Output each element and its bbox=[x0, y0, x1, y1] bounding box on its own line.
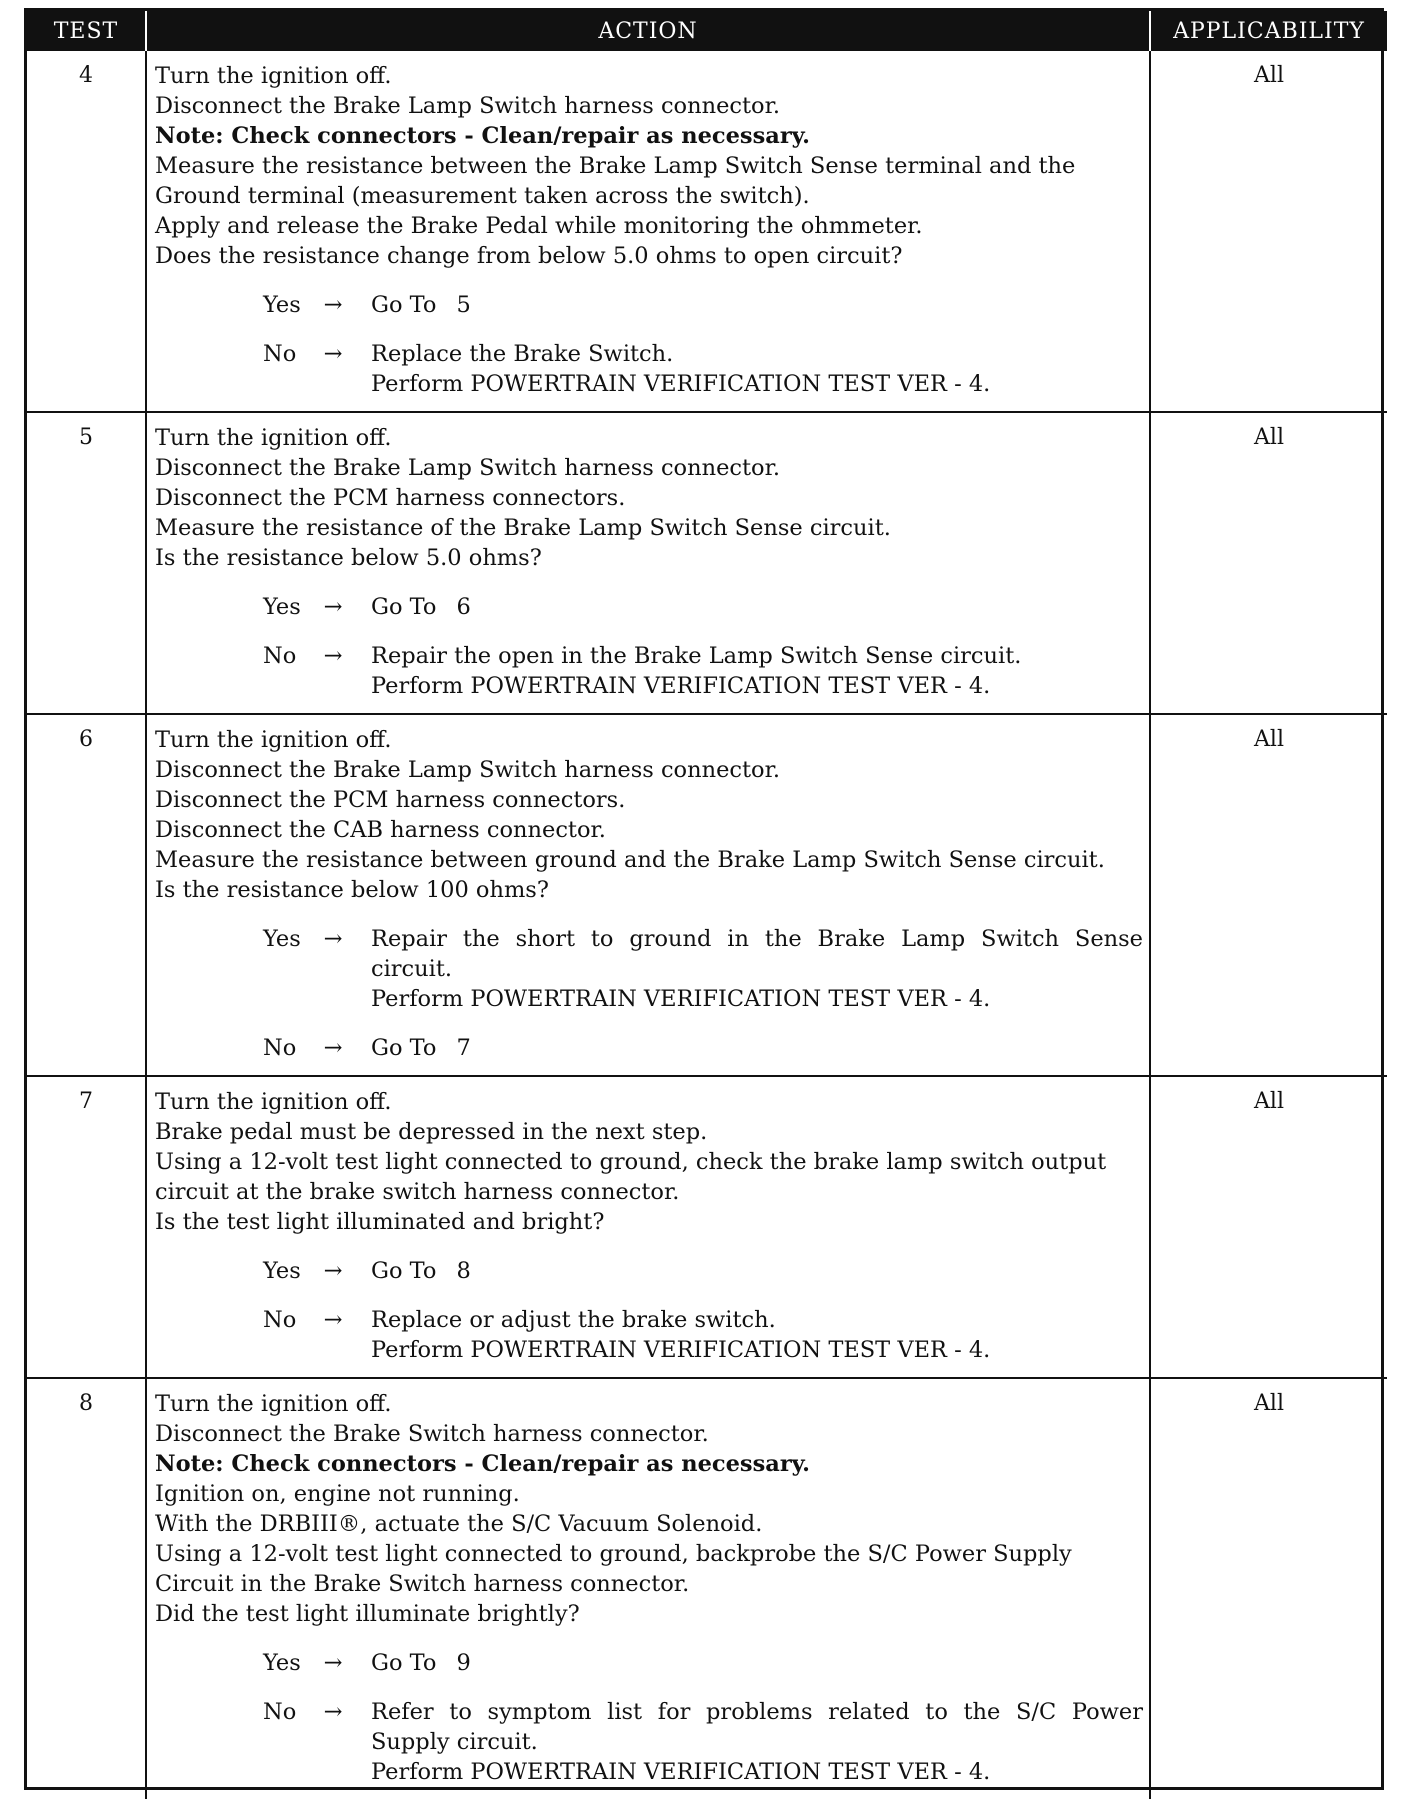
arrow-right-icon: → bbox=[323, 292, 343, 318]
test-action-table bbox=[27, 11, 1387, 1799]
go-to-instruction bbox=[371, 1650, 471, 1676]
no-branch bbox=[155, 339, 1143, 399]
applicability-value: All bbox=[1150, 1076, 1387, 1378]
table-header-row bbox=[27, 11, 1387, 51]
action-step: Disconnect the Brake Lamp Switch harness connector. bbox=[155, 455, 781, 481]
arrow-right-icon: → bbox=[323, 643, 343, 669]
action-cell bbox=[146, 1378, 1150, 1799]
action-step: Disconnect the Brake Lamp Switch harness connector. bbox=[155, 93, 781, 119]
action-step: Turn the ignition off. bbox=[155, 1391, 392, 1417]
no-branch bbox=[155, 1697, 1143, 1787]
test-number: 5 bbox=[27, 412, 146, 714]
go-to-label: Go To bbox=[371, 1258, 437, 1284]
yes-answer: Yes bbox=[263, 926, 301, 952]
test-number: 7 bbox=[27, 1076, 146, 1378]
go-to-target: 6 bbox=[456, 594, 471, 620]
applicability-value: All bbox=[1150, 714, 1387, 1076]
table-row bbox=[27, 1076, 1387, 1378]
arrow-right-icon: → bbox=[323, 926, 343, 952]
go-to-instruction bbox=[371, 594, 471, 620]
yes-branch bbox=[155, 924, 1143, 1014]
go-to-label: Go To bbox=[371, 594, 437, 620]
no-answer: No bbox=[263, 341, 297, 367]
action-note: Note: Check connectors - Clean/repair as necessary. bbox=[155, 123, 810, 149]
arrow-right-icon: → bbox=[323, 1035, 343, 1061]
action-step: Disconnect the PCM harness connectors. bbox=[155, 787, 626, 813]
applicability-value: All bbox=[1150, 412, 1387, 714]
action-step: Apply and release the Brake Pedal while monitoring the ohmmeter. bbox=[155, 213, 923, 239]
action-step: Is the resistance below 5.0 ohms? bbox=[155, 545, 542, 571]
verification-instruction: Perform POWERTRAIN VERIFICATION TEST VER - 4. bbox=[371, 371, 991, 397]
action-step: Does the resistance change from below 5.0 ohms to open circuit? bbox=[155, 243, 903, 269]
action-step: Using a 12-volt test light connected to ground, backprobe the S/C Power Supply Circuit in the Brake Switch harness connector. bbox=[155, 1541, 1072, 1597]
action-step: Turn the ignition off. bbox=[155, 1089, 392, 1115]
action-step: Disconnect the PCM harness connectors. bbox=[155, 485, 626, 511]
action-step: Is the test light illuminated and bright? bbox=[155, 1209, 605, 1235]
go-to-instruction bbox=[371, 292, 471, 318]
diagnostic-test-table bbox=[24, 8, 1384, 1790]
table-row bbox=[27, 714, 1387, 1076]
go-to-target: 9 bbox=[456, 1650, 471, 1676]
yes-answer: Yes bbox=[263, 594, 301, 620]
header-test: TEST bbox=[27, 11, 146, 51]
action-step: Did the test light illuminate brightly? bbox=[155, 1601, 580, 1627]
test-number: 6 bbox=[27, 714, 146, 1076]
branch-instruction: Replace or adjust the brake switch. bbox=[371, 1307, 776, 1333]
action-step: Measure the resistance between ground and the Brake Lamp Switch Sense circuit. bbox=[155, 847, 1105, 873]
yes-answer: Yes bbox=[263, 292, 301, 318]
action-step: Brake pedal must be depressed in the next step. bbox=[155, 1119, 708, 1145]
table-row bbox=[27, 51, 1387, 412]
yes-answer: Yes bbox=[263, 1258, 301, 1284]
go-to-label: Go To bbox=[371, 1650, 437, 1676]
go-to-target: 7 bbox=[456, 1035, 471, 1061]
action-step: Turn the ignition off. bbox=[155, 63, 392, 89]
no-branch bbox=[155, 641, 1143, 701]
action-step: Turn the ignition off. bbox=[155, 425, 392, 451]
action-step: Disconnect the Brake Lamp Switch harness connector. bbox=[155, 757, 781, 783]
branch-instruction: Replace the Brake Switch. bbox=[371, 341, 674, 367]
action-step: Measure the resistance of the Brake Lamp Switch Sense circuit. bbox=[155, 515, 891, 541]
branch-instruction: Refer to symptom list for problems related to the S/C Power Supply circuit. bbox=[371, 1699, 1143, 1755]
action-cell bbox=[146, 1076, 1150, 1378]
go-to-target: 8 bbox=[456, 1258, 471, 1284]
no-branch bbox=[155, 1033, 1143, 1063]
yes-branch bbox=[155, 290, 1143, 320]
action-cell bbox=[146, 714, 1150, 1076]
table-row bbox=[27, 412, 1387, 714]
header-action: ACTION bbox=[146, 11, 1150, 51]
go-to-target: 5 bbox=[456, 292, 471, 318]
action-step: Turn the ignition off. bbox=[155, 727, 392, 753]
test-number: 4 bbox=[27, 51, 146, 412]
header-applicability: APPLICABILITY bbox=[1150, 11, 1387, 51]
action-cell bbox=[146, 51, 1150, 412]
verification-instruction: Perform POWERTRAIN VERIFICATION TEST VER - 4. bbox=[371, 1759, 991, 1785]
action-cell bbox=[146, 412, 1150, 714]
arrow-right-icon: → bbox=[323, 341, 343, 367]
yes-branch bbox=[155, 1648, 1143, 1678]
applicability-value: All bbox=[1150, 51, 1387, 412]
yes-branch bbox=[155, 1256, 1143, 1286]
branch-instruction: Repair the open in the Brake Lamp Switch Sense circuit. bbox=[371, 643, 1022, 669]
verification-instruction: Perform POWERTRAIN VERIFICATION TEST VER - 4. bbox=[371, 1337, 991, 1363]
action-step: Ignition on, engine not running. bbox=[155, 1481, 520, 1507]
arrow-right-icon: → bbox=[323, 594, 343, 620]
action-step: Using a 12-volt test light connected to ground, check the brake lamp switch output circuit at the brake switch harness connector. bbox=[155, 1149, 1107, 1205]
arrow-right-icon: → bbox=[323, 1650, 343, 1676]
table-row bbox=[27, 1378, 1387, 1799]
branch-instruction: Repair the short to ground in the Brake Lamp Switch Sense circuit. bbox=[371, 926, 1143, 982]
no-answer: No bbox=[263, 1035, 297, 1061]
no-answer: No bbox=[263, 1307, 297, 1333]
action-step: Disconnect the CAB harness connector. bbox=[155, 817, 606, 843]
yes-answer: Yes bbox=[263, 1650, 301, 1676]
action-note: Note: Check connectors - Clean/repair as necessary. bbox=[155, 1451, 810, 1477]
go-to-instruction bbox=[371, 1258, 471, 1284]
arrow-right-icon: → bbox=[323, 1699, 343, 1725]
no-branch bbox=[155, 1305, 1143, 1365]
applicability-value: All bbox=[1150, 1378, 1387, 1799]
action-step: With the DRBIII®, actuate the S/C Vacuum Solenoid. bbox=[155, 1511, 763, 1537]
no-answer: No bbox=[263, 643, 297, 669]
action-step: Disconnect the Brake Switch harness connector. bbox=[155, 1421, 709, 1447]
arrow-right-icon: → bbox=[323, 1258, 343, 1284]
action-step: Measure the resistance between the Brake Lamp Switch Sense terminal and the Ground terminal (measurement taken across the switch). bbox=[155, 153, 1076, 209]
action-step: Is the resistance below 100 ohms? bbox=[155, 877, 549, 903]
go-to-label: Go To bbox=[371, 292, 437, 318]
go-to-label: Go To bbox=[371, 1035, 437, 1061]
verification-instruction: Perform POWERTRAIN VERIFICATION TEST VER - 4. bbox=[371, 986, 991, 1012]
yes-branch bbox=[155, 592, 1143, 622]
go-to-instruction bbox=[371, 1035, 471, 1061]
no-answer: No bbox=[263, 1699, 297, 1725]
verification-instruction: Perform POWERTRAIN VERIFICATION TEST VER - 4. bbox=[371, 673, 991, 699]
test-number: 8 bbox=[27, 1378, 146, 1799]
arrow-right-icon: → bbox=[323, 1307, 343, 1333]
